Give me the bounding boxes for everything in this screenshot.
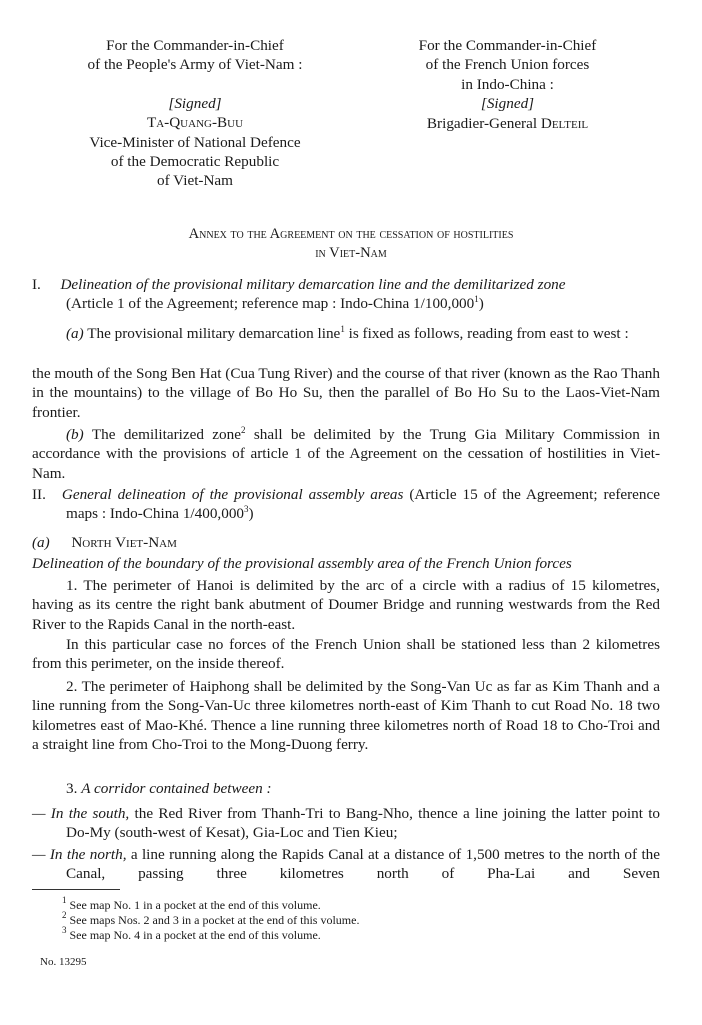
subsection-label: (a) — [32, 534, 50, 551]
corridor-label: — In the north, — [32, 846, 127, 863]
paragraph-1b — [32, 425, 660, 483]
signatory-title: of Viet-Nam — [157, 172, 233, 190]
section-title: General delineation of the provisional assembly areas — [61, 486, 404, 503]
footnote-ref: 2 — [240, 425, 246, 435]
section-number: I. — [32, 276, 41, 293]
paragraph-text: The demilitarized zone — [91, 426, 241, 443]
item-label: (b) — [66, 426, 84, 443]
paragraph-2-1 — [32, 576, 660, 634]
paragraph-number: 3. — [66, 780, 78, 797]
paragraph-number: 1. — [66, 577, 78, 594]
corridor-north — [32, 845, 660, 884]
item-label: (a) — [66, 325, 84, 342]
section-title: Delineation of the provisional military demarcation line and the demilitarized zone — [60, 276, 566, 293]
footnote-text: See map No. 4 in a pocket at the end of this volume. — [69, 928, 321, 942]
signatory-line: For the Commander-in-Chief — [106, 37, 284, 54]
paragraph-title: A corridor contained between : — [81, 780, 272, 797]
subsection-heading: Delineation of the boundary of the provisional assembly area of the French Union forces — [32, 555, 572, 572]
signatory-title: of the Democratic Republic — [110, 153, 280, 171]
corridor-text: the Red River from Thanh-Tri to Bang-Nho, thence a line joining the latter point to Do-My (south-west of Kesat), Gia-Loc and Tien Kieu; — [66, 805, 661, 842]
signatory-title: Vice-Minister of National Defence — [89, 133, 301, 151]
paragraph-1a — [32, 324, 660, 343]
section-1-heading — [32, 275, 660, 314]
section-reference: (Article 1 of the Agreement; reference map : Indo-China 1/100,000 — [66, 295, 475, 313]
footnote-rule — [32, 889, 120, 890]
paragraph-2-1b: In this particular case no forces of the French Union shall be stationed less than 2 kilometres from this perimeter, on the inside thereof. — [32, 636, 660, 673]
signature-block-right — [365, 36, 650, 133]
footnote-ref: 3 — [244, 504, 249, 515]
signatory-surname: Delteil — [540, 114, 589, 132]
signatory-name: Ta-Quang-Buu — [146, 114, 244, 132]
section-reference-end: ) — [248, 505, 254, 523]
paragraph-text: The perimeter of Haiphong shall be delimited by the Song-Van Uc as far as Kim Thanh and a line running from the Song-Van-Uc three kilometres north-east of Kim Thanh to cut Road No. 18 two kilometres east of Mao-Khé. Thence a line running three kilometres north of Road 18 to Cho-Troi and a straight line from Cho-Troi to the Mong-Duong ferry. — [32, 678, 660, 754]
paragraph-text: shall be delimited by the Trung Gia Military Commission in accordance with the provisions of article 1 of the Agreement on the cessation of hostilities in Viet-Nam. — [32, 426, 660, 482]
corridor-south — [32, 804, 660, 843]
document-number: No. 13295 — [40, 956, 87, 968]
section-reference: (Article 15 of the Agreement; reference maps : Indo-China 1/400,000 — [66, 486, 660, 523]
annex-title-line-1: Annex to the Agreement on the cessation of hostilities — [188, 226, 514, 242]
subsection-north-viet-nam — [32, 533, 660, 552]
signatory-line: of the French Union forces — [425, 56, 590, 74]
footnote-ref: 1 — [340, 324, 345, 334]
subsection-title: North Viet-Nam — [71, 534, 177, 551]
section-number: II. — [32, 486, 46, 503]
corridor-text: a line running along the Rapids Canal at a distance of 1,500 metres to the north of the Canal, passing three kilometres north of Pha-Lai and Seven — [66, 846, 660, 883]
footnote — [62, 895, 321, 913]
footnote-number: 1 — [62, 895, 67, 905]
signatory-rank: Brigadier-General — [426, 114, 538, 132]
paragraph-text: is fixed as follows, reading from east to west : — [344, 325, 629, 342]
annex-title-line-2: in Viet-Nam — [315, 245, 387, 261]
signed-mark: [Signed] — [480, 95, 535, 113]
footnote-number: 3 — [62, 925, 67, 935]
section-reference-end: ) — [478, 295, 484, 313]
corridor-label: — In the south, — [32, 805, 130, 822]
signatory-line: in Indo-China : — [461, 75, 554, 93]
signatory-line: of the People's Army of Viet-Nam : — [87, 56, 303, 74]
signatory-line: For the Commander-in-Chief — [418, 37, 597, 54]
paragraph-2-3 — [32, 779, 660, 798]
signature-block-left — [40, 36, 350, 191]
signed-mark: [Signed] — [168, 94, 222, 112]
footnote-text: See map No. 1 in a pocket at the end of this volume. — [69, 898, 321, 912]
paragraph-text: The perimeter of Hanoi is delimited by the arc of a circle with a radius of 15 kilometres, having as its centre the right bank abutment of Doumer Bridge and running westwards from the Red River to the Rapids Canal in the north-east. — [32, 577, 660, 633]
paragraph-2-2 — [32, 677, 660, 755]
footnote-ref: 1 — [474, 294, 479, 305]
footnote-number: 2 — [62, 910, 67, 920]
signatory-name — [365, 114, 650, 133]
paragraph-number: 2. — [66, 678, 78, 695]
footnote — [62, 925, 321, 943]
paragraph-text: The provisional military demarcation line — [87, 325, 341, 342]
footnote-text: See maps Nos. 2 and 3 in a pocket at the end of this volume. — [69, 913, 360, 927]
footnote — [62, 910, 360, 928]
section-2-heading — [32, 485, 660, 524]
paragraph-1a-description: the mouth of the Song Ben Hat (Cua Tung River) and the course of that river (known as the Rao Thanh in the mountains) to the village of Bo Ho Su, then the parallel of Bo Ho Su to the Laos-Viet-Nam frontier. — [32, 365, 660, 421]
